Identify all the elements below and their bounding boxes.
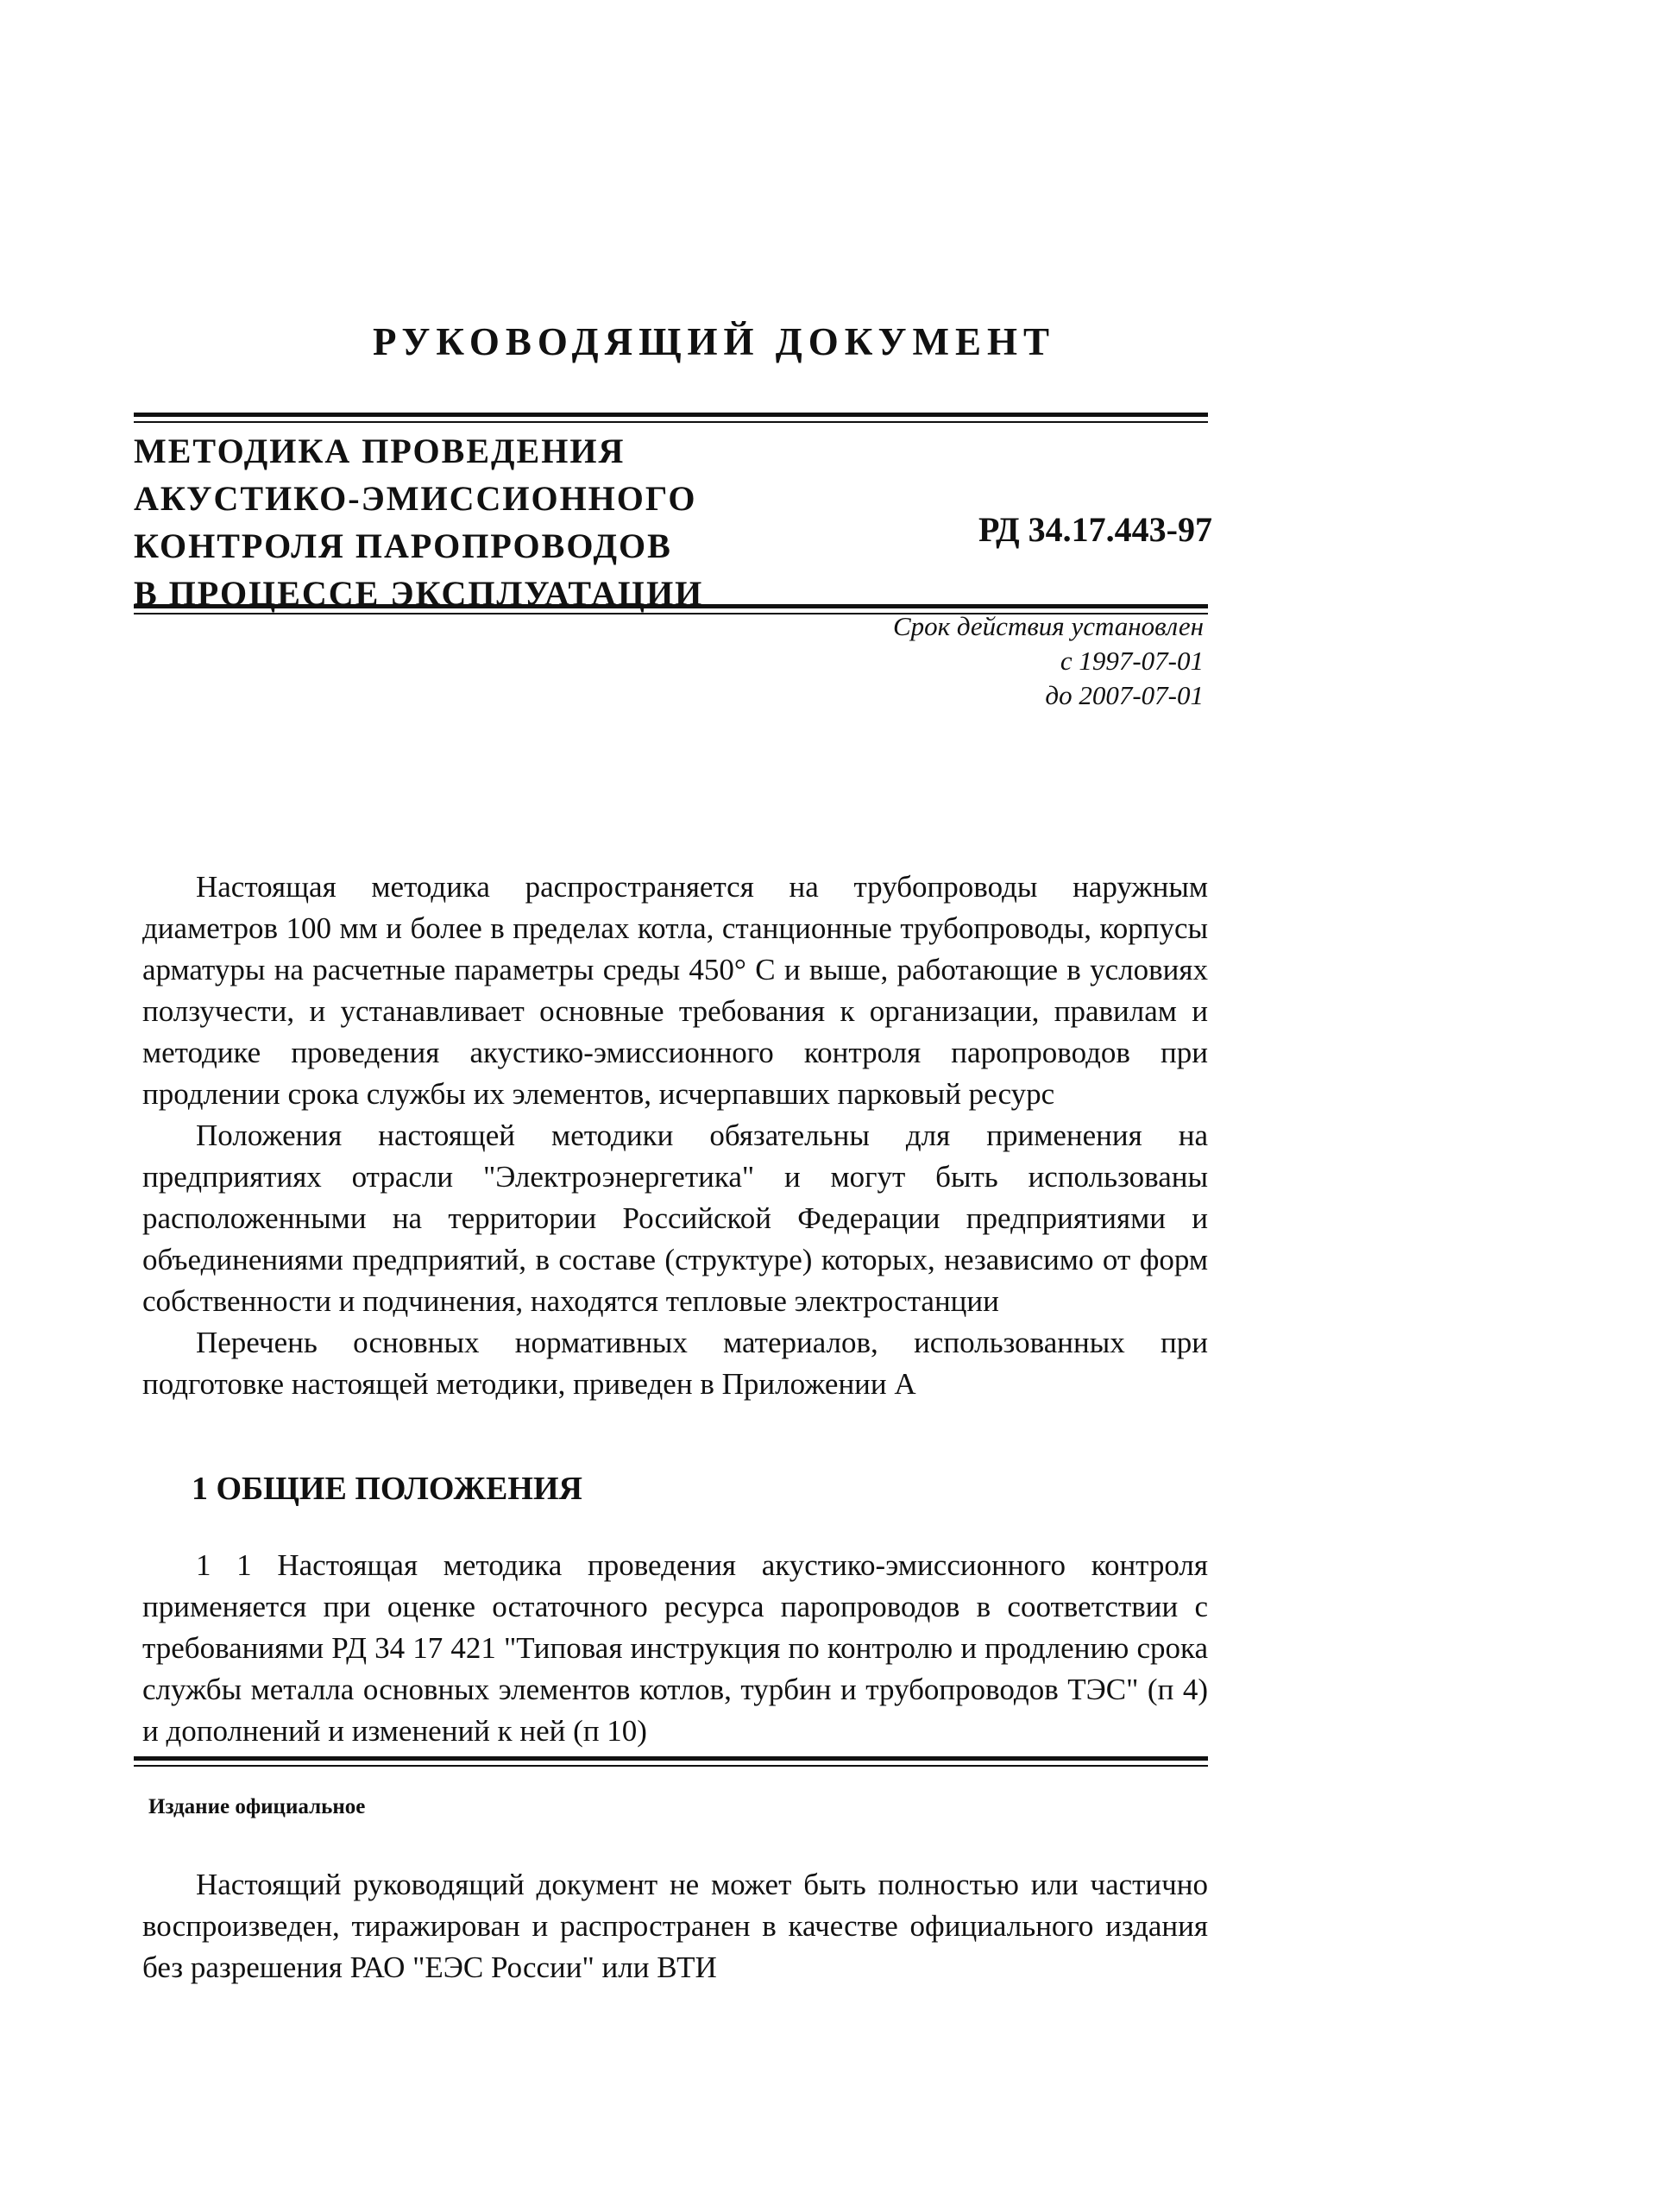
intro-paragraph-references: Перечень основных нормативных материалов, использованных при подготовке настоящей методики, приведен в Приложении А [142,1326,1208,1401]
title-line: КОНТРОЛЯ ПАРОПРОВОДОВ [134,526,672,565]
copyright-notice [142,1864,1208,1988]
title-line: АКУСТИКО-ЭМИССИОННОГО [134,479,697,518]
title-top-rule [134,413,1208,423]
copyright-paragraph: Настоящий руководящий документ не может быть полностью или частично воспроизведен, тиражирован и распространен в качестве официального издания без разрешения РАО "ЕЭС России" или ВТИ [142,1868,1208,1984]
title-line: МЕТОДИКА ПРОВЕДЕНИЯ [134,432,626,470]
validity-start: с 1997-07-01 [1060,646,1204,676]
intro-paragraph-applicability: Положения настоящей методики обязательны для применения на предприятиях отрасли "Электроэнергетика" и могут быть использованы расположенными на территории Российской Федерации предприятиями и объединениями предприятий, в составе (структуре) которых, независимо от форм собственности и подчинения, находятся тепловые электростанции [142,1119,1208,1318]
title-line: В ПРОЦЕССЕ ЭКСПЛУАТАЦИИ [134,574,704,613]
official-edition-label: Издание официальное [148,1795,366,1818]
footer-rule [134,1756,1208,1767]
validity-period [820,609,1204,713]
document-code: РД 34.17.443-97 [978,510,1212,549]
document-type-heading: РУКОВОДЯЩИЙ ДОКУМЕНТ [373,320,1056,363]
section-1-paragraph: 1 1 Настоящая методика проведения акустико-эмиссионного контроля применяется при оценке остаточного ресурса паропроводов в соответствии с требованиями РД 34 17 421 "Типовая инструкция по контролю и продлению срока службы металла основных элементов котлов, турбин и трубопроводов ТЭС" (п 4) и дополнений и изменений к ней (п 10) [142,1548,1208,1748]
validity-end: до 2007-07-01 [1045,680,1204,710]
section-1-body [142,1545,1208,1752]
intro-paragraph-scope: Настоящая методика распространяется на трубопроводы наружным диаметров 100 мм и более в пределах котла, станционные трубопроводы, корпусы арматуры на расчетные параметры среды 450° С и выше, работающие в условиях ползучести, и устанавливает основные требования к организации, правилам и методике проведения акустико-эмиссионного контроля паропроводов при продлении срока службы их элементов, исчерпавших парковый ресурс [142,870,1208,1111]
intro-section [142,867,1208,1405]
document-title [134,427,867,617]
section-1-heading: 1 ОБЩИЕ ПОЛОЖЕНИЯ [192,1471,582,1507]
validity-label: Срок действия установлен [892,611,1204,641]
